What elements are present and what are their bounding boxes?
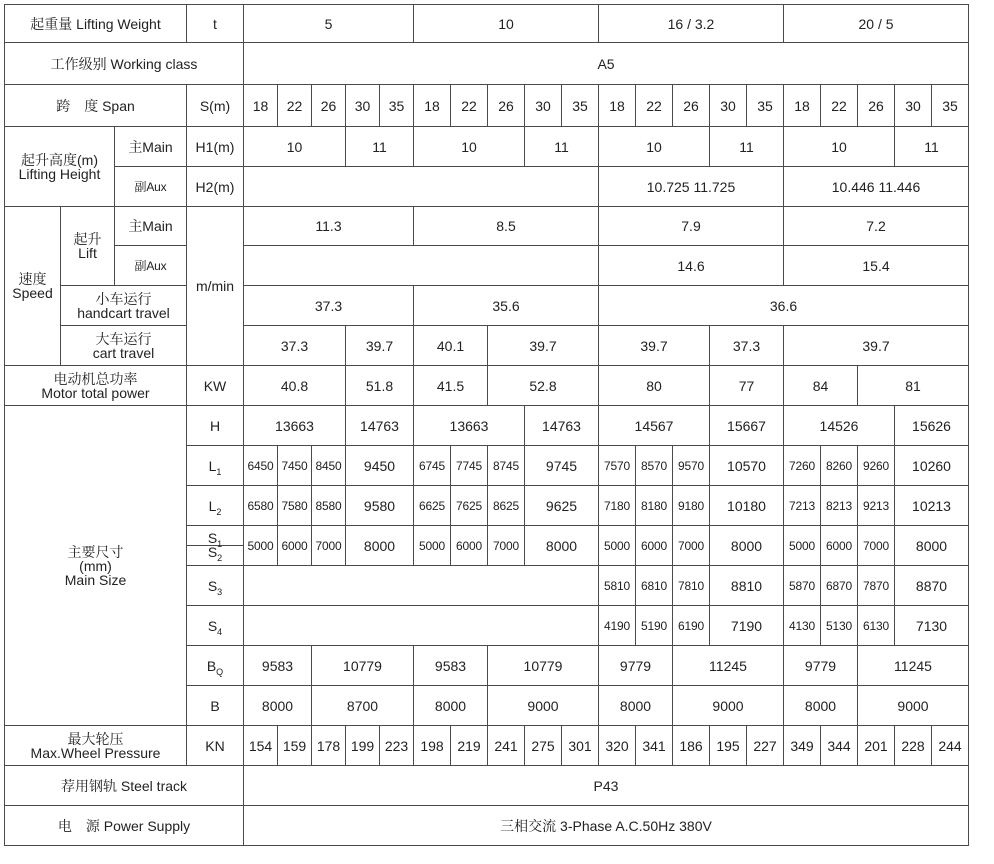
height-cell: 10: [784, 127, 895, 167]
size-l1-cell: 9260: [858, 446, 895, 486]
size-b-cell: 8700: [312, 686, 414, 726]
working-class-label: 工作级别 Working class: [5, 43, 244, 85]
span-cell: 26: [858, 85, 895, 127]
cart-cell: 37.3: [244, 326, 346, 366]
span-cell: 30: [895, 85, 932, 127]
size-s12-cell: 6000: [636, 526, 673, 566]
handcart-label: [61, 286, 187, 326]
speed-lift-en: Lift: [78, 245, 97, 261]
span-cell: 35: [747, 85, 784, 127]
size-bq-cell: 10779: [312, 646, 414, 686]
size-b-cell: 8000: [414, 686, 488, 726]
size-l1-cell: 7260: [784, 446, 821, 486]
steel-track-value: P43: [244, 766, 969, 806]
size-s4-empty: [244, 606, 599, 646]
handcart-label-cn: 小车运行: [95, 290, 152, 307]
symbol-subscript: 3: [217, 586, 223, 597]
size-s3-cell: 7870: [858, 566, 895, 606]
speed-cell: 11.3: [244, 207, 414, 246]
size-l1-cell: 8260: [821, 446, 858, 486]
wheel-pressure-cell: 227: [747, 726, 784, 766]
size-h-row: [5, 406, 969, 446]
wheel-pressure-cell: 186: [673, 726, 710, 766]
speed-cell: 7.2: [784, 207, 969, 246]
wheel-pressure-cell: 344: [821, 726, 858, 766]
height-cell: 11: [346, 127, 414, 167]
handcart-label-en: handcart travel: [77, 304, 170, 321]
size-l1-symbol: [187, 446, 244, 486]
size-l2-cell: 9625: [525, 486, 599, 526]
motor-power-row: [5, 366, 969, 406]
lifting-height-main-label: 主Main: [115, 127, 187, 167]
size-h-cell: 13663: [414, 406, 525, 446]
size-s2-symbol: [187, 544, 243, 563]
span-cell: 22: [821, 85, 858, 127]
size-h-cell: 14526: [784, 406, 895, 446]
motor-cell: 51.8: [346, 366, 414, 406]
symbol-letter: S: [207, 544, 218, 560]
size-b-cell: 9000: [673, 686, 784, 726]
motor-label-en: Motor total power: [41, 384, 150, 401]
cart-cell: 39.7: [488, 326, 599, 366]
size-s12-cell: 7000: [312, 526, 346, 566]
span-cell: 26: [673, 85, 710, 127]
size-l1-cell: 8745: [488, 446, 525, 486]
wheel-pressure-cell: 301: [562, 726, 599, 766]
size-s4-symbol: [187, 606, 244, 646]
size-h-cell: 14567: [599, 406, 710, 446]
size-s4-cell: 5190: [636, 606, 673, 646]
span-label: 跨 度 Span: [5, 85, 187, 127]
size-s12-cell: 6000: [278, 526, 312, 566]
span-cell: 18: [784, 85, 821, 127]
size-l2-cell: 9213: [858, 486, 895, 526]
size-s4-cell: 7190: [710, 606, 784, 646]
symbol-letter: B: [206, 657, 217, 674]
size-b-cell: 9000: [488, 686, 599, 726]
handcart-cell: 36.6: [599, 286, 969, 326]
size-s3-cell: 5810: [599, 566, 636, 606]
working-class-value: A5: [244, 43, 969, 85]
size-l2-cell: 7213: [784, 486, 821, 526]
lifting-height-label-en: Lifting Height: [18, 165, 101, 182]
size-l1-cell: 9745: [525, 446, 599, 486]
size-s3-cell: 6810: [636, 566, 673, 606]
speed-aux-cell: 14.6: [599, 246, 784, 286]
cart-label: [61, 326, 187, 366]
cart-label-cn: 大车运行: [95, 330, 152, 347]
size-s3-cell: 7810: [673, 566, 710, 606]
size-l1-cell: 9450: [346, 446, 414, 486]
main-size-label-cn: 主要尺寸: [67, 543, 124, 560]
height-aux-cell: 10.725 11.725: [599, 167, 784, 207]
size-h-cell: 14763: [525, 406, 599, 446]
wheel-pressure-cell: 341: [636, 726, 673, 766]
height-cell: 11: [710, 127, 784, 167]
motor-cell: 80: [599, 366, 710, 406]
size-s4-cell: 4190: [599, 606, 636, 646]
size-s12-cell: 8000: [346, 526, 414, 566]
speed-aux-empty: [244, 246, 599, 286]
lifting-height-aux-row: [5, 167, 969, 207]
wheel-pressure-cell: 241: [488, 726, 525, 766]
span-cell: 18: [599, 85, 636, 127]
size-s12-cell: 8000: [710, 526, 784, 566]
wheel-pressure-cell: 320: [599, 726, 636, 766]
symbol-subscript: 2: [216, 506, 222, 517]
wheel-pressure-cell: 195: [710, 726, 747, 766]
size-s4-cell: 5130: [821, 606, 858, 646]
size-l1-cell: 7450: [278, 446, 312, 486]
lifting-height-aux-unit: H2(m): [187, 167, 244, 207]
lifting-weight-label: 起重量 Lifting Weight: [5, 5, 187, 43]
size-l2-cell: 7625: [451, 486, 488, 526]
size-s4-cell: 6190: [673, 606, 710, 646]
working-class-row: [5, 43, 969, 85]
span-cell: 22: [278, 85, 312, 127]
cart-cell: 39.7: [784, 326, 969, 366]
wheel-pressure-cell: 201: [858, 726, 895, 766]
wheel-pressure-row: [5, 726, 969, 766]
cart-travel-row: [5, 326, 969, 366]
size-l2-cell: 7580: [278, 486, 312, 526]
symbol-letter: S: [207, 617, 218, 634]
size-l1-cell: 7745: [451, 446, 488, 486]
size-s3-symbol: [187, 566, 244, 606]
size-h-cell: 13663: [244, 406, 346, 446]
size-s3-cell: 8870: [895, 566, 969, 606]
wheel-pressure-cell: 349: [784, 726, 821, 766]
symbol-letter: L: [208, 497, 217, 514]
wheel-pressure-cell: 154: [244, 726, 278, 766]
main-size-label-mm: (mm): [79, 557, 112, 574]
lifting-height-main-row: [5, 127, 969, 167]
size-l1-cell: 10260: [895, 446, 969, 486]
size-l2-symbol: [187, 486, 244, 526]
motor-label-cn: 电动机总功率: [53, 370, 138, 387]
span-cell: 18: [414, 85, 451, 127]
speed-cell: 8.5: [414, 207, 599, 246]
symbol-letter: S: [207, 577, 218, 594]
size-l2-cell: 8625: [488, 486, 525, 526]
motor-cell: 77: [710, 366, 784, 406]
wheel-pressure-cell: 198: [414, 726, 451, 766]
size-s12-cell: 7000: [673, 526, 710, 566]
size-l2-cell: 10180: [710, 486, 784, 526]
symbol-subscript: 1: [216, 466, 222, 477]
size-h-cell: 15626: [895, 406, 969, 446]
size-h-cell: 15667: [710, 406, 784, 446]
size-bq-cell: 9583: [244, 646, 312, 686]
speed-lift-main-row: [5, 207, 969, 246]
speed-label-en: Speed: [12, 285, 53, 301]
span-cell: 26: [488, 85, 525, 127]
size-b-cell: 8000: [784, 686, 858, 726]
span-cell: 35: [562, 85, 599, 127]
motor-cell: 84: [784, 366, 858, 406]
span-cell: 30: [346, 85, 380, 127]
size-s12-cell: 7000: [488, 526, 525, 566]
span-unit: S(m): [187, 85, 244, 127]
size-s3-empty: [244, 566, 599, 606]
size-s12-symbol: [187, 526, 244, 566]
size-l2-cell: 8180: [636, 486, 673, 526]
span-cell: 26: [312, 85, 346, 127]
speed-aux-cell: 15.4: [784, 246, 969, 286]
height-aux-empty: [244, 167, 599, 207]
size-bq-cell: 9779: [784, 646, 858, 686]
height-aux-cell: 10.446 11.446: [784, 167, 969, 207]
size-bq-cell: 11245: [673, 646, 784, 686]
size-s12-cell: 7000: [858, 526, 895, 566]
handcart-cell: 37.3: [244, 286, 414, 326]
size-b-symbol: B: [187, 686, 244, 726]
size-b-cell: 9000: [858, 686, 969, 726]
size-s12-cell: 5000: [244, 526, 278, 566]
size-bq-symbol: [187, 646, 244, 686]
speed-aux-label: 副Aux: [115, 246, 187, 286]
size-l1-cell: 9570: [673, 446, 710, 486]
size-s4-cell: 4130: [784, 606, 821, 646]
size-b-cell: 8000: [244, 686, 312, 726]
capacity-5: 5: [244, 5, 414, 43]
size-bq-cell: 9583: [414, 646, 488, 686]
handcart-cell: 35.6: [414, 286, 599, 326]
symbol-letter: S: [207, 530, 218, 546]
wheel-pressure-cell: 275: [525, 726, 562, 766]
size-bq-cell: 10779: [488, 646, 599, 686]
size-s3-cell: 8810: [710, 566, 784, 606]
size-bq-cell: 9779: [599, 646, 673, 686]
symbol-subscript: Q: [216, 666, 224, 677]
speed-main-label: 主Main: [115, 207, 187, 246]
size-l2-cell: 7180: [599, 486, 636, 526]
lifting-height-label: [5, 127, 115, 207]
speed-label: [5, 207, 61, 366]
span-cell: 18: [244, 85, 278, 127]
size-s12-cell: 5000: [414, 526, 451, 566]
height-cell: 10: [244, 127, 346, 167]
wheel-pressure-label-en: Max.Wheel Pressure: [30, 744, 161, 761]
wheel-pressure-cell: 219: [451, 726, 488, 766]
size-l1-cell: 8450: [312, 446, 346, 486]
handcart-travel-row: [5, 286, 969, 326]
cart-cell: 39.7: [599, 326, 710, 366]
motor-label: [5, 366, 187, 406]
height-cell: 10: [599, 127, 710, 167]
span-cell: 22: [636, 85, 673, 127]
height-cell: 10: [414, 127, 525, 167]
size-s4-cell: 7130: [895, 606, 969, 646]
size-l1-cell: 6450: [244, 446, 278, 486]
motor-cell: 40.8: [244, 366, 346, 406]
span-row: [5, 85, 969, 127]
size-l2-cell: 6625: [414, 486, 451, 526]
size-s12-cell: 6000: [821, 526, 858, 566]
wheel-pressure-cell: 178: [312, 726, 346, 766]
symbol-subscript: 1: [217, 538, 223, 549]
main-size-label-en: Main Size: [64, 571, 127, 588]
lifting-weight-unit: t: [187, 5, 244, 43]
motor-cell: 41.5: [414, 366, 488, 406]
power-supply-label: 电 源 Power Supply: [5, 806, 244, 846]
size-bq-cell: 11245: [858, 646, 969, 686]
main-size-label: [5, 406, 187, 726]
lifting-weight-row: [5, 5, 969, 43]
span-cell: 30: [710, 85, 747, 127]
cart-cell: 40.1: [414, 326, 488, 366]
spec-sheet: [4, 4, 969, 846]
speed-cell: 7.9: [599, 207, 784, 246]
span-cell: 35: [380, 85, 414, 127]
capacity-20: 20 / 5: [784, 5, 969, 43]
size-l2-cell: 8580: [312, 486, 346, 526]
steel-track-label: 荐用钢轨 Steel track: [5, 766, 244, 806]
symbol-subscript: 2: [217, 552, 223, 563]
wheel-pressure-cell: 244: [932, 726, 969, 766]
size-b-cell: 8000: [599, 686, 673, 726]
lifting-height-label-cn: 起升高度(m): [21, 151, 98, 168]
speed-lift-label: [61, 207, 115, 286]
size-s3-cell: 5870: [784, 566, 821, 606]
cart-cell: 39.7: [346, 326, 414, 366]
symbol-subscript: 4: [217, 626, 223, 637]
span-cell: 22: [451, 85, 488, 127]
size-s12-cell: 8000: [525, 526, 599, 566]
cart-label-en: cart travel: [92, 344, 155, 361]
motor-cell: 81: [858, 366, 969, 406]
size-l2-cell: 6580: [244, 486, 278, 526]
symbol-letter: L: [208, 457, 217, 474]
lifting-height-main-unit: H1(m): [187, 127, 244, 167]
wheel-pressure-cell: 159: [278, 726, 312, 766]
wheel-pressure-unit: KN: [187, 726, 244, 766]
wheel-pressure-label-cn: 最大轮压: [67, 730, 124, 747]
motor-unit: KW: [187, 366, 244, 406]
lifting-height-aux-label: 副Aux: [115, 167, 187, 207]
specification-table: [4, 4, 969, 846]
size-l1-cell: 6745: [414, 446, 451, 486]
span-cell: 35: [932, 85, 969, 127]
wheel-pressure-label: [5, 726, 187, 766]
capacity-16: 16 / 3.2: [599, 5, 784, 43]
size-s3-cell: 6870: [821, 566, 858, 606]
size-s4-cell: 6130: [858, 606, 895, 646]
size-s12-cell: 5000: [599, 526, 636, 566]
height-cell: 11: [895, 127, 969, 167]
speed-lift-cn: 起升: [73, 231, 102, 247]
size-h-symbol: H: [187, 406, 244, 446]
size-l2-cell: 8213: [821, 486, 858, 526]
speed-unit: m/min: [187, 207, 244, 366]
size-s12-cell: 8000: [895, 526, 969, 566]
speed-label-cn: 速度: [18, 271, 47, 287]
speed-lift-aux-row: [5, 246, 969, 286]
size-s12-cell: 6000: [451, 526, 488, 566]
capacity-10: 10: [414, 5, 599, 43]
span-cell: 30: [525, 85, 562, 127]
size-l1-cell: 7570: [599, 446, 636, 486]
size-l1-cell: 10570: [710, 446, 784, 486]
size-l2-cell: 9180: [673, 486, 710, 526]
size-l2-cell: 9580: [346, 486, 414, 526]
height-cell: 11: [525, 127, 599, 167]
wheel-pressure-cell: 199: [346, 726, 380, 766]
size-l1-cell: 8570: [636, 446, 673, 486]
cart-cell: 37.3: [710, 326, 784, 366]
power-supply-row: [5, 806, 969, 846]
size-l2-cell: 10213: [895, 486, 969, 526]
motor-cell: 52.8: [488, 366, 599, 406]
wheel-pressure-cell: 223: [380, 726, 414, 766]
size-s12-cell: 5000: [784, 526, 821, 566]
steel-track-row: [5, 766, 969, 806]
power-supply-value: 三相交流 3-Phase A.C.50Hz 380V: [244, 806, 969, 846]
wheel-pressure-cell: 228: [895, 726, 932, 766]
size-h-cell: 14763: [346, 406, 414, 446]
